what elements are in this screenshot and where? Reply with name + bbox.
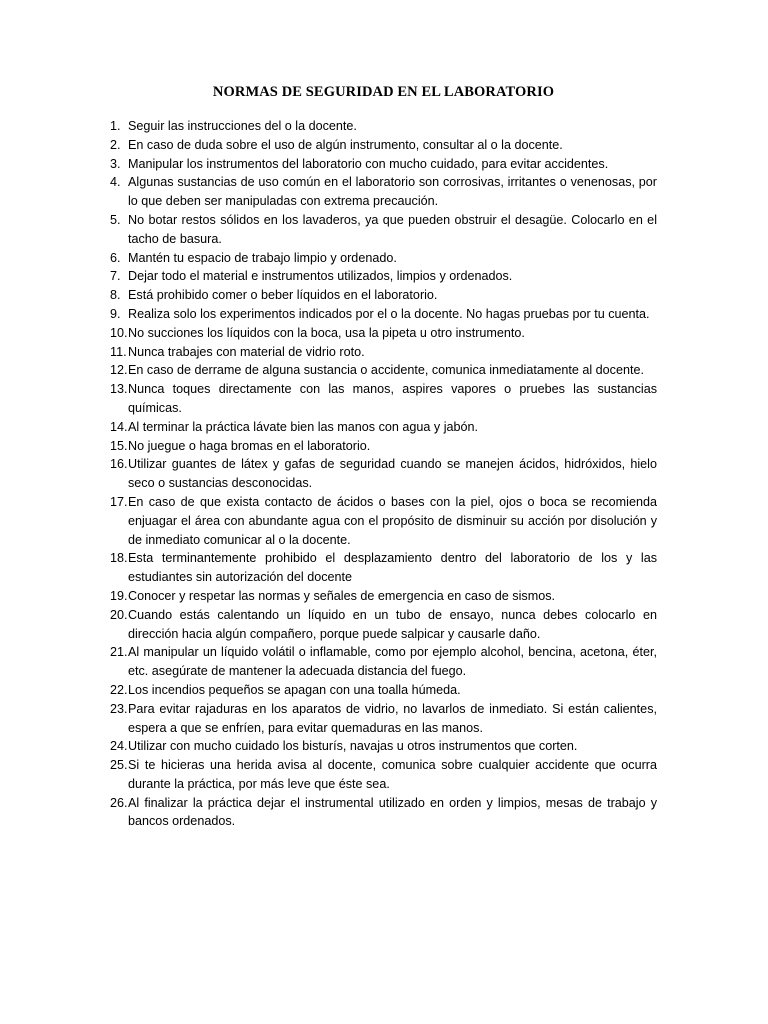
document-page: [110, 84, 657, 831]
rule-text: Al manipular un líquido volátil o inflamable, como por ejemplo alcohol, bencina, acetona, éter, etc. asegúrate de mantener la adecuada distancia del fuego.: [128, 645, 657, 679]
list-item: [110, 606, 657, 644]
rule-number: 10.: [110, 325, 128, 340]
rule-number: 23.: [110, 701, 128, 716]
rule-number: 18.: [110, 551, 128, 566]
rule-number: 12.: [110, 363, 128, 378]
rule-number: 5.: [110, 212, 121, 227]
list-item: [110, 587, 657, 606]
rule-text: Al finalizar la práctica dejar el instrumental utilizado en orden y limpios, mesas de trabajo y bancos ordenados.: [128, 795, 657, 829]
rule-number: 19.: [110, 588, 128, 603]
rule-number: 15.: [110, 438, 128, 453]
rule-number: 4.: [110, 175, 121, 190]
list-item: [110, 155, 657, 174]
list-item: [110, 681, 657, 700]
rule-number: 20.: [110, 607, 128, 622]
rule-number: 6.: [110, 250, 121, 265]
rule-text: Al terminar la práctica lávate bien las manos con agua y jabón.: [128, 419, 479, 434]
rule-number: 14.: [110, 419, 128, 434]
rule-text: Conocer y respetar las normas y señales de emergencia en caso de sismos.: [128, 588, 555, 603]
rule-number: 26.: [110, 795, 128, 810]
list-item: [110, 700, 657, 738]
list-item: [110, 173, 657, 211]
rule-text: No juegue o haga bromas en el laboratorio.: [128, 438, 371, 453]
list-item: [110, 493, 657, 549]
list-item: [110, 418, 657, 437]
list-item: [110, 324, 657, 343]
list-item: [110, 437, 657, 456]
list-item: [110, 136, 657, 155]
list-item: [110, 267, 657, 286]
rule-text: No succiones los líquidos con la boca, usa la pipeta u otro instrumento.: [128, 325, 525, 340]
rule-number: 1.: [110, 119, 121, 133]
rule-number: 25.: [110, 758, 128, 773]
document-title: NORMAS DE SEGURIDAD EN EL LABORATORIO: [212, 84, 555, 100]
rule-text: Si te hicieras una herida avisa al docente, comunica sobre cualquier accidente que ocurra durante la práctica, por más leve que éste sea.: [128, 758, 657, 791]
rule-text: Utilizar con mucho cuidado los bisturís, navajas u otros instrumentos que corten.: [128, 739, 578, 754]
rule-text: Esta terminantemente prohibido el desplazamiento dentro del laboratorio de los y las estudiantes sin autorización del docente: [128, 551, 657, 585]
rule-text: Realiza solo los experimentos indicados por el o la docente. No hagas pruebas por tu cuenta.: [128, 306, 650, 321]
rule-text: Algunas sustancias de uso común en el laboratorio son corrosivas, irritantes o venenosas, por lo que deben ser manipuladas con extrema precaución.: [128, 175, 657, 209]
list-item: [110, 643, 657, 681]
list-item: [110, 249, 657, 268]
rule-text: Nunca trabajes con material de vidrio roto.: [128, 344, 365, 359]
rule-number: 9.: [110, 306, 121, 321]
list-item: [110, 756, 657, 794]
rule-number: 7.: [110, 269, 121, 284]
rule-text: Nunca toques directamente con las manos, aspires vapores o pruebes las sustancias químicas.: [128, 382, 657, 415]
rule-text: Utilizar guantes de látex y gafas de seguridad cuando se manejen ácidos, hidróxidos, hielo seco o sustancias desconocidas.: [128, 457, 657, 491]
list-item: [110, 343, 657, 362]
safety-rules-list: [110, 117, 657, 831]
list-item: [110, 117, 657, 136]
rule-text: Cuando estás calentando un líquido en un tubo de ensayo, nunca debes colocarlo en dirección hacia algún compañero, porque puede salpicar y causarle daño.: [128, 607, 657, 641]
list-item: [110, 361, 657, 380]
rule-number: 13.: [110, 382, 128, 397]
rule-number: 2.: [110, 137, 121, 152]
rule-number: 8.: [110, 288, 121, 303]
rule-text: Dejar todo el material e instrumentos utilizados, limpios y ordenados.: [128, 269, 513, 284]
rule-text: Para evitar rajaduras en los aparatos de vidrio, no lavarlos de inmediato. Si están calientes, espera a que se enfríen, para evitar quemaduras en las manos.: [128, 701, 657, 735]
list-item: [110, 286, 657, 305]
list-item: [110, 455, 657, 493]
list-item: [110, 305, 657, 324]
rule-number: 22.: [110, 682, 128, 697]
list-item: [110, 380, 657, 418]
list-item: [110, 737, 657, 756]
rule-text: En caso de que exista contacto de ácidos o bases con la piel, ojos o boca se recomienda enjuagar el área con abundante agua con el propósito de disminuir su acción por disolución y de inmediato comunicar al o la docente.: [128, 494, 657, 547]
list-item: [110, 211, 657, 249]
rule-text: Manipular los instrumentos del laboratorio con mucho cuidado, para evitar accidentes.: [128, 156, 609, 171]
rule-number: 3.: [110, 156, 121, 171]
list-item: [110, 549, 657, 587]
rule-number: 11.: [110, 344, 127, 359]
rule-number: 24.: [110, 739, 128, 754]
rule-text: Los incendios pequeños se apagan con una toalla húmeda.: [128, 682, 461, 697]
rule-text: No botar restos sólidos en los lavaderos, ya que pueden obstruir el desagüe. Colocarlo en el tacho de basura.: [128, 212, 657, 246]
rule-number: 17.: [110, 494, 128, 509]
rule-number: 16.: [110, 457, 128, 472]
rule-text: Mantén tu espacio de trabajo limpio y ordenado.: [128, 250, 397, 265]
rule-text: En caso de derrame de alguna sustancia o accidente, comunica inmediatamente al docente.: [128, 363, 644, 378]
rule-text: Está prohibido comer o beber líquidos en el laboratorio.: [128, 288, 438, 303]
list-item: [110, 794, 657, 832]
rule-number: 21.: [110, 645, 128, 660]
rule-text: En caso de duda sobre el uso de algún instrumento, consultar al o la docente.: [128, 137, 563, 152]
rule-text: Seguir las instrucciones del o la docente.: [128, 119, 357, 133]
